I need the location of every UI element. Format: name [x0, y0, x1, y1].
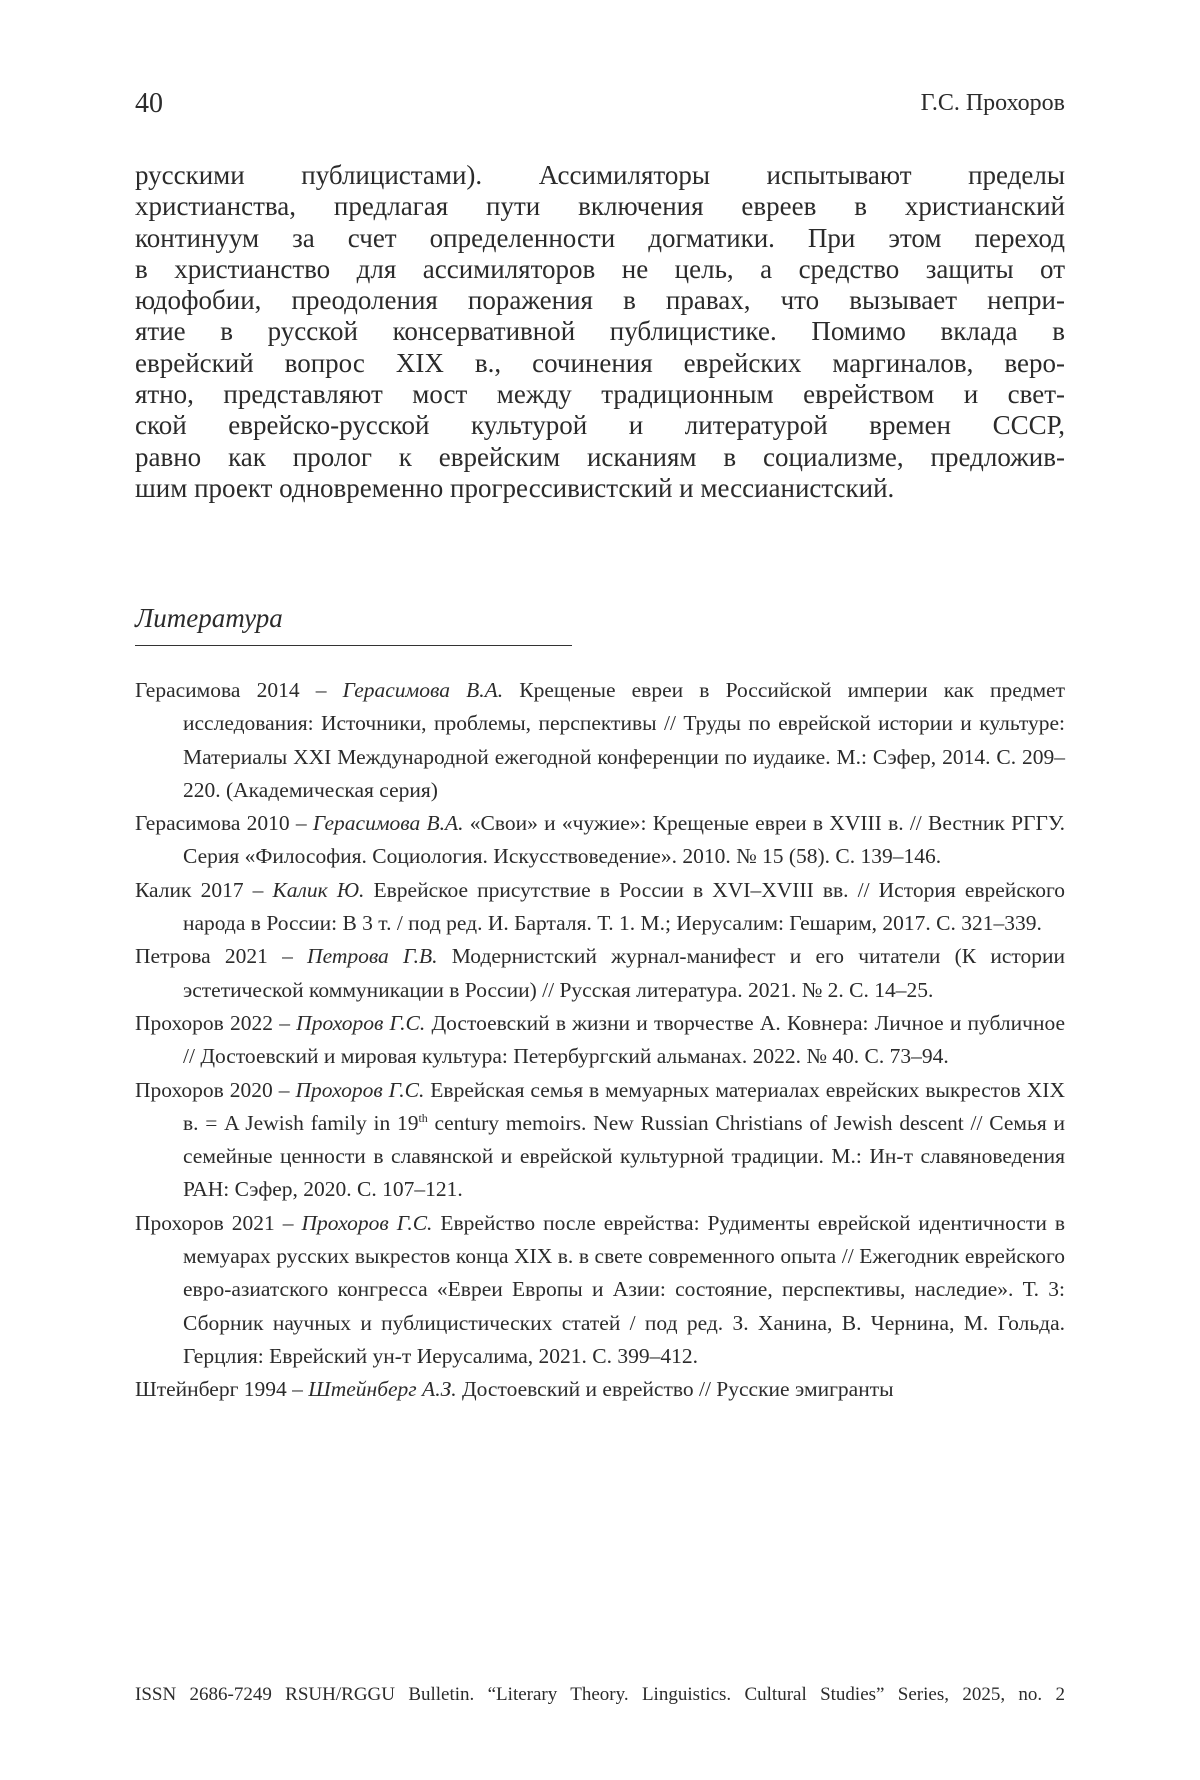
body-line: юдофобии, преодоления поражения в правах, что вызывает непри-: [135, 285, 1065, 316]
reference-text-after: century memoirs. New Russian Christians of Jewish descent // Семья и семейные ценности в славянской и еврейской культурной традиции. М.: Ин-т славяноведения РАН: Сэфер, 2020. С. 107–121.: [183, 1111, 1065, 1202]
reference-item: [135, 874, 1065, 941]
body-line: ской еврейско-русской культурой и литературой времен СССР,: [135, 410, 1065, 441]
body-text: [135, 160, 1065, 504]
body-line: континуум за счет определенности догматики. При этом переход: [135, 223, 1065, 254]
body-line: в христианство для ассимиляторов не цель, а средство защиты от: [135, 254, 1065, 285]
reference-text: Достоевский и еврейство // Русские эмигранты: [457, 1377, 894, 1401]
page-footer: ISSN 2686-7249 RSUH/RGGU Bulletin. “Literary Theory. Linguistics. Cultural Studies” Series, 2025, no. 2: [135, 1684, 1065, 1706]
reference-text: Модернистский журнал-манифест и его читатели (К истории эстетической коммуникации в России) // Русская литература. 2021. № 2. С. 14–25.: [183, 944, 1065, 1001]
page-number: 40: [135, 88, 163, 120]
reference-author: Калик Ю.: [273, 878, 365, 902]
reference-key: Герасимова 2014 –: [135, 678, 343, 702]
reference-item: [135, 807, 1065, 874]
reference-author: Петрова Г.В.: [307, 944, 437, 968]
heading-underline: [135, 645, 572, 646]
reference-author: Прохоров Г.С.: [302, 1211, 433, 1235]
body-line: еврейский вопрос XIX в., сочинения еврейских маргиналов, веро-: [135, 348, 1065, 379]
reference-author: Прохоров Г.С.: [295, 1078, 424, 1102]
reference-item: [135, 1074, 1065, 1207]
reference-key: Калик 2017 –: [135, 878, 273, 902]
page-header: [135, 88, 1065, 124]
reference-key: Прохоров 2020 –: [135, 1078, 295, 1102]
reference-text: Достоевский в жизни и творчестве А. Ковнера: Личное и публичное // Достоевский и мировая культура: Петербургский альманах. 2022. № 40. С. 73–94.: [183, 1011, 1065, 1068]
reference-key: Петрова 2021 –: [135, 944, 307, 968]
references-list: [135, 674, 1065, 1407]
reference-key: Прохоров 2022 –: [135, 1011, 296, 1035]
reference-key: Прохоров 2021 –: [135, 1211, 302, 1235]
reference-item: [135, 1007, 1065, 1074]
reference-item: [135, 1207, 1065, 1373]
reference-key: Штейнберг 1994 –: [135, 1377, 308, 1401]
body-line: русскими публицистами). Ассимиляторы испытывают пределы: [135, 160, 1065, 191]
body-line: равно как пролог к еврейским исканиям в социализме, предложив-: [135, 442, 1065, 473]
running-head: Г.С. Прохоров: [921, 90, 1065, 117]
body-line: ятно, представляют мост между традиционным еврейством и свет-: [135, 379, 1065, 410]
reference-item: [135, 674, 1065, 807]
body-line: ятие в русской консервативной публицистике. Помимо вклада в: [135, 316, 1065, 347]
reference-author: Герасимова В.А.: [313, 811, 464, 835]
reference-text: Крещеные евреи в Российской империи как предмет исследования: Источники, проблемы, перспективы // Труды по еврейской истории и культуре: Материалы XXI Международной ежегодной конференции по иудаике. М.: Сэфер, 2014. С. 209–220. (Академическая серия): [183, 678, 1065, 802]
reference-text: Еврейство после еврейства: Рудименты еврейской идентичности в мемуарах русских выкрестов конца XIX в. в свете современного опыта // Ежегодник еврейского евро-азиатского конгресса «Евреи Европы и Азии: состояние, перспективы, наследие». Т. 3: Сборник научных и публицистических статей / под ред. З. Ханина, В. Чернина, М. Гольда. Герцлия: Еврейский ун-т Иерусалима, 2021. С. 399–412.: [183, 1211, 1065, 1368]
superscript: th: [418, 1111, 427, 1125]
reference-author: Прохоров Г.С.: [296, 1011, 425, 1035]
references-heading: Литература: [135, 603, 283, 634]
reference-author: Штейнберг А.З.: [308, 1377, 456, 1401]
reference-item: [135, 940, 1065, 1007]
reference-key: Герасимова 2010 –: [135, 811, 313, 835]
reference-text: «Свои» и «чужие»: Крещеные евреи в XVIII в. // Вестник РГГУ. Серия «Философия. Социология. Искусствоведение». 2010. № 15 (58). С. 139–146.: [183, 811, 1065, 868]
body-line: шим проект одновременно прогрессивистский и мессианистский.: [135, 473, 1065, 504]
reference-author: Герасимова В.А.: [343, 678, 504, 702]
reference-text: Еврейское присутствие в России в XVI–XVIII вв. // История еврейского народа в России: В 3 т. / под ред. И. Барталя. Т. 1. М.; Иерусалим: Гешарим, 2017. С. 321–339.: [183, 878, 1065, 935]
body-line: христианства, предлагая пути включения евреев в христианский: [135, 191, 1065, 222]
reference-item: [135, 1373, 1065, 1406]
reference-text: Еврейская семья в мемуарных материалах еврейских выкрестов XIX в. = A Jewish family in 19: [183, 1078, 1065, 1135]
